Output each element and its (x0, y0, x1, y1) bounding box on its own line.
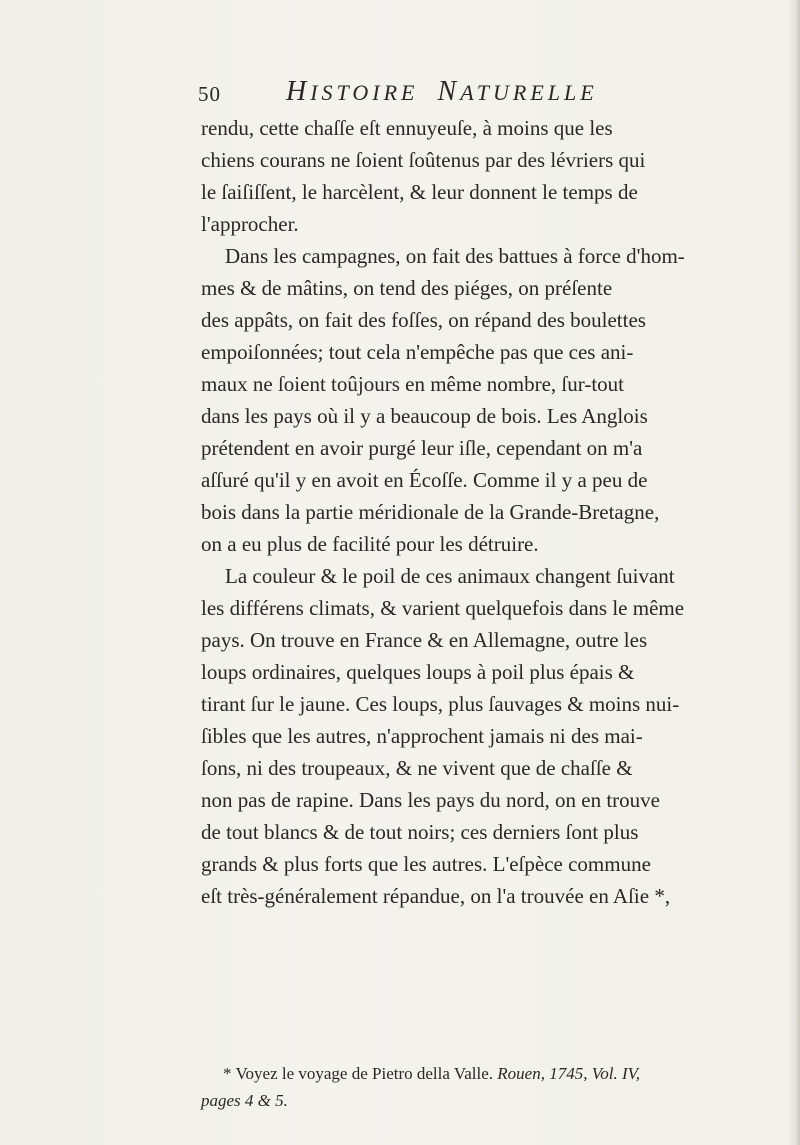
page-header (198, 76, 638, 116)
footnote-line (201, 1060, 641, 1087)
text-line: bois dans la partie méridionale de la Grande-Bretagne, (201, 500, 660, 524)
text-line: des appâts, on fait des foſſes, on répand des boulettes (201, 308, 646, 332)
text-line: on a eu plus de facilité pour les détruire. (201, 532, 539, 556)
text-line: les différens climats, & varient quelquefois dans le même (201, 596, 685, 620)
text-line: dans les pays où il y a beaucoup de bois. Les Anglois (201, 404, 648, 428)
footnote-line: pages 4 & 5. (201, 1091, 288, 1110)
text-line: prétendent en avoir purgé leur iſle, cependant on m'a (201, 436, 643, 460)
text-line: eſt très-généralement répandue, on l'a trouvée en Aſie *, (201, 884, 671, 908)
text-line: rendu, cette chaſſe eſt ennuyeuſe, à moins que les (201, 116, 613, 140)
text-line: aſſuré qu'il y en avoit en Écoſſe. Comme il y a peu de (201, 468, 648, 492)
body-text (201, 112, 685, 912)
running-title-cap-1: H (286, 76, 311, 107)
text-line: ſibles que les autres, n'approchent jamais ni des mai- (201, 724, 643, 748)
text-line: le ſaiſiſſent, le harcèlent, & leur donnent le temps de (201, 180, 638, 204)
running-title-word-2: ATURELLE (460, 80, 598, 105)
running-title-word-1: ISTOIRE (310, 80, 419, 105)
text-line: loups ordinaires, quelques loups à poil plus épais & (201, 660, 635, 684)
footnote-citation: Rouen, 1745, Vol. IV, (497, 1064, 641, 1083)
text-line: ſons, ni des troupeaux, & ne vivent que de chaſſe & (201, 756, 633, 780)
footnote (201, 1060, 641, 1114)
running-title (286, 76, 598, 108)
text-line: pays. On trouve en France & en Allemagne, outre les (201, 628, 648, 652)
text-line: La couleur & le poil de ces animaux changent ſuivant (225, 564, 675, 588)
text-line: non pas de rapine. Dans les pays du nord, on en trouve (201, 788, 660, 812)
text-line: chiens courans ne ſoient ſoûtenus par des lévriers qui (201, 148, 646, 172)
text-line: de tout blancs & de tout noirs; ces derniers ſont plus (201, 820, 639, 844)
page-edge-shadow (788, 0, 800, 1145)
text-line: tirant ſur le jaune. Ces loups, plus ſauvages & moins nui- (201, 692, 680, 716)
text-line: mes & de mâtins, on tend des piéges, on préſente (201, 276, 613, 300)
text-line: grands & plus forts que les autres. L'eſpèce commune (201, 852, 651, 876)
text-line: maux ne ſoient toûjours en même nombre, ſur-tout (201, 372, 624, 396)
text-line: empoiſonnées; tout cela n'empêche pas que ces ani- (201, 340, 634, 364)
running-title-cap-2: N (437, 76, 461, 107)
text-line: Dans les campagnes, on fait des battues à force d'hom- (225, 244, 685, 268)
text-line: l'approcher. (201, 212, 299, 236)
page-number: 50 (198, 82, 221, 106)
footnote-text: * Voyez le voyage de Pietro della Valle. (223, 1064, 498, 1083)
